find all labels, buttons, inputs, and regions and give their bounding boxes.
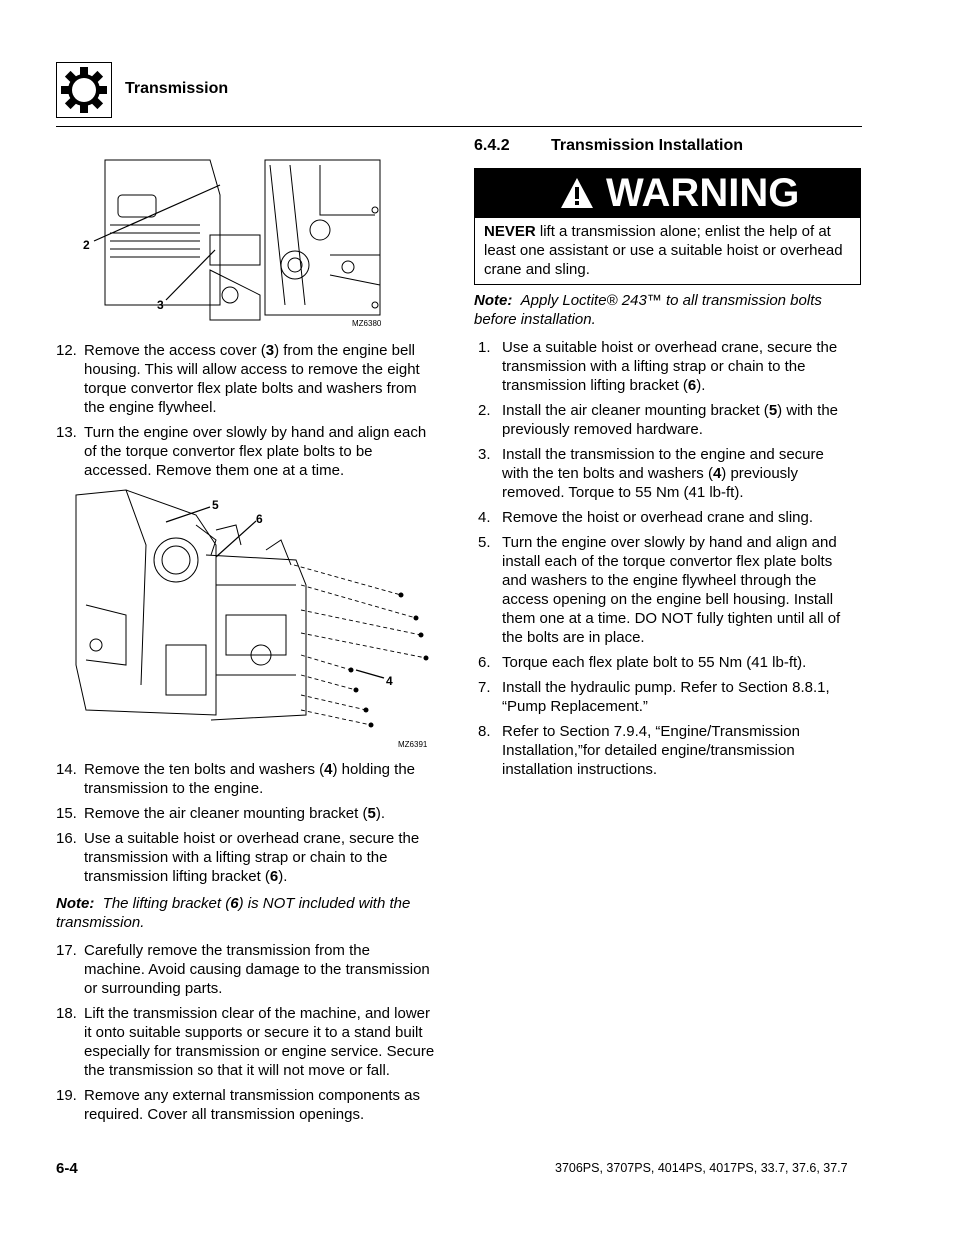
step-number: 15. bbox=[56, 805, 77, 822]
step-line: Install the air cleaner mounting bracket (5) with the bbox=[502, 402, 839, 419]
gear-icon bbox=[56, 62, 112, 118]
step-line: Torque each flex plate bolt to 55 Nm (41 lb-ft). bbox=[502, 654, 807, 671]
step-line: transmission lifting bracket (6). bbox=[502, 377, 706, 394]
step-line: required. Cover all transmission openings. bbox=[84, 1106, 365, 1123]
step-line: Remove any external transmission components as bbox=[84, 1087, 420, 1104]
warning-lead: NEVER bbox=[484, 223, 536, 240]
step-line: Use a suitable hoist or overhead crane, secure the bbox=[502, 339, 838, 356]
step-text bbox=[502, 445, 824, 502]
step-line: installation instructions. bbox=[502, 761, 658, 778]
step-number: 2. bbox=[478, 402, 491, 419]
step-line: and washers to the engine flywheel through the bbox=[502, 572, 817, 589]
step-text bbox=[84, 341, 420, 417]
step-line: Turn the engine over slowly by hand and align and bbox=[502, 534, 837, 551]
step-number: 17. bbox=[56, 942, 77, 959]
step-line: the transmission so that it will not move or fall. bbox=[84, 1062, 390, 1079]
step-text bbox=[84, 804, 385, 823]
step-number: 12. bbox=[56, 342, 77, 359]
note-line: Apply Loctite® 243™ to all transmission bolts bbox=[520, 292, 822, 309]
callout-5: 5 bbox=[212, 498, 219, 512]
step-text bbox=[502, 338, 837, 395]
step-text bbox=[502, 533, 840, 647]
step-line: transmission with a lifting strap or chain to the bbox=[502, 358, 806, 375]
callout-2: 2 bbox=[83, 238, 90, 252]
step-text bbox=[502, 401, 838, 439]
step-text bbox=[84, 829, 419, 886]
step-number: 14. bbox=[56, 761, 77, 778]
warning-banner bbox=[474, 168, 861, 218]
step-line: accessed. Remove them one at a time. bbox=[84, 462, 345, 479]
footer-models: 3706PS, 3707PS, 4014PS, 4017PS, 33.7, 37.6, 37.7 bbox=[555, 1161, 848, 1175]
step-line: or surrounding parts. bbox=[84, 980, 223, 997]
step-line: Carefully remove the transmission from the bbox=[84, 942, 370, 959]
step-number: 7. bbox=[478, 679, 491, 696]
warning-line: crane and sling. bbox=[484, 261, 590, 278]
step-line: removed. Torque to 55 Nm (41 lb-ft). bbox=[502, 484, 744, 501]
warning-triangle-icon bbox=[560, 177, 594, 209]
step-number: 18. bbox=[56, 1005, 77, 1022]
note-line: before installation. bbox=[474, 311, 596, 328]
step-line: Install the hydraulic pump. Refer to Section 8.8.1, bbox=[502, 679, 830, 696]
step-line: Remove the hoist or overhead crane and sling. bbox=[502, 509, 814, 526]
step-line: Install the transmission to the engine and secure bbox=[502, 446, 824, 463]
figure-code: MZ6391 bbox=[398, 740, 428, 749]
section-number: 6.4.2 bbox=[474, 137, 510, 154]
step-line: Use a suitable hoist or overhead crane, secure the bbox=[84, 830, 420, 847]
step-line: especially for transmission or engine service. Secure bbox=[84, 1043, 435, 1060]
step-line: it onto suitable supports or secure it to a stand built bbox=[84, 1024, 423, 1041]
step-line: the engine flywheel. bbox=[84, 399, 217, 416]
step-line: “Pump Replacement.” bbox=[502, 698, 648, 715]
warning-title: WARNING bbox=[606, 171, 800, 215]
step-text bbox=[84, 423, 426, 480]
figure-code: MZ6380 bbox=[352, 319, 382, 328]
step-line: housing. This will allow access to remove the eight bbox=[84, 361, 420, 378]
step-text bbox=[502, 508, 813, 527]
step-line: Remove the ten bolts and washers (4) holding the bbox=[84, 761, 416, 778]
step-text bbox=[502, 678, 830, 716]
header-title: Transmission bbox=[125, 80, 229, 97]
note-lifting-bracket bbox=[56, 894, 456, 932]
step-line: previously removed hardware. bbox=[502, 421, 703, 438]
header-rule bbox=[56, 126, 862, 127]
step-line: with the ten bolts and washers (4) previously bbox=[502, 465, 798, 482]
callout-3: 3 bbox=[157, 298, 164, 312]
note-label: Note: bbox=[56, 895, 95, 912]
step-number: 3. bbox=[478, 446, 491, 463]
step-line: Lift the transmission clear of the machine, and lower bbox=[84, 1005, 431, 1022]
step-text bbox=[84, 760, 415, 798]
section-title: Transmission Installation bbox=[551, 137, 744, 154]
section-heading bbox=[474, 137, 744, 155]
step-number: 16. bbox=[56, 830, 77, 847]
note-loctite bbox=[474, 291, 864, 329]
step-text bbox=[502, 653, 806, 672]
step-line: Remove the air cleaner mounting bracket (5). bbox=[84, 805, 385, 822]
step-line: of the torque convertor flex plate bolts to be bbox=[84, 443, 373, 460]
step-line: torque convertor flex plate bolts and washers from bbox=[84, 380, 417, 397]
step-text bbox=[84, 1004, 434, 1080]
step-line: access opening on the engine bell housing. Install bbox=[502, 591, 834, 608]
step-line: Installation,”for detailed engine/transmission bbox=[502, 742, 795, 759]
step-line: machine. Avoid causing damage to the transmission bbox=[84, 961, 430, 978]
step-number: 19. bbox=[56, 1087, 77, 1104]
step-text bbox=[502, 722, 800, 779]
step-line: transmission lifting bracket (6). bbox=[84, 868, 288, 885]
figure-transmission bbox=[66, 485, 441, 750]
step-number: 8. bbox=[478, 723, 491, 740]
step-number: 5. bbox=[478, 534, 491, 551]
warning-line: lift a transmission alone; enlist the help of at bbox=[535, 223, 831, 240]
callout-4: 4 bbox=[386, 674, 393, 688]
step-number: 4. bbox=[478, 509, 491, 526]
figure-engine-bell-housing bbox=[80, 155, 390, 330]
step-text bbox=[84, 1086, 420, 1124]
step-number: 1. bbox=[478, 339, 491, 356]
step-line: Refer to Section 7.9.4, “Engine/Transmission bbox=[502, 723, 800, 740]
note-label: Note: bbox=[474, 292, 513, 309]
note-line: transmission. bbox=[56, 914, 145, 931]
step-line: transmission to the engine. bbox=[84, 780, 264, 797]
step-line: them one at a time. DO NOT fully tighten until all of bbox=[502, 610, 841, 627]
step-line: Turn the engine over slowly by hand and align each bbox=[84, 424, 427, 441]
warning-box bbox=[474, 218, 861, 285]
step-number: 6. bbox=[478, 654, 491, 671]
note-line: The lifting bracket (6) is NOT included with the bbox=[102, 895, 411, 912]
step-line: install each of the torque convertor flex plate bolts bbox=[502, 553, 833, 570]
step-line: Remove the access cover (3) from the engine bell bbox=[84, 342, 416, 359]
warning-line: least one assistant or use a suitable hoist or overhead bbox=[484, 242, 843, 259]
callout-6: 6 bbox=[256, 512, 263, 526]
page-number: 6-4 bbox=[56, 1160, 78, 1177]
step-line: the bolts are in place. bbox=[502, 629, 645, 646]
step-line: transmission with a lifting strap or chain to the bbox=[84, 849, 388, 866]
step-number: 13. bbox=[56, 424, 77, 441]
step-text bbox=[84, 941, 430, 998]
